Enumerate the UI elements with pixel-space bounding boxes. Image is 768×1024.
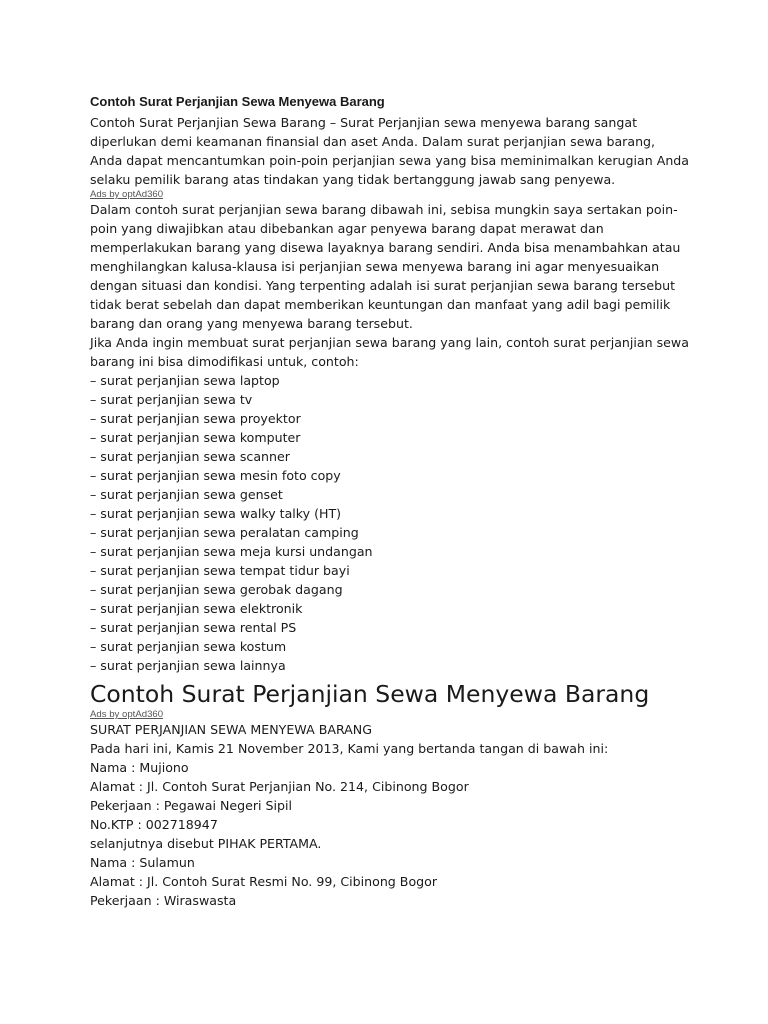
letter-opening: Pada hari ini, Kamis 21 November 2013, Kami yang bertanda tangan di bawah ini: xyxy=(90,741,609,756)
party1-name: Nama : Mujiono xyxy=(90,760,189,775)
list-item: – surat perjanjian sewa scanner xyxy=(90,449,290,464)
list-item: – surat perjanjian sewa lainnya xyxy=(90,658,286,673)
list-item: – surat perjanjian sewa tv xyxy=(90,392,253,407)
body-paragraph: Dalam contoh surat perjanjian sewa barang dibawah ini, sebisa mungkin saya sertakan poin-poin yang diwajibkan atau dibebankan agar penyewa barang dapat merawat dan memperlakukan barang yang disewa layaknya barang sendiri. Anda bisa menambahkan atau menghilangkan kalusa-klausa isi perjanjian sewa menyewa barang ini agar menyesuaikan dengan situasi dan kondisi. Yang terpenting adalah isi surat perjanjian sewa barang tersebut tidak berat sebelah dan dapat memberikan keuntungan dan manfaat yang adil bagi pemilik barang dan orang yang menyewa barang tersebut. xyxy=(90,202,681,331)
ads-label[interactable]: Ads by optAd360 xyxy=(90,709,164,720)
intro-paragraph: Contoh Surat Perjanjian Sewa Barang – Surat Perjanjian sewa menyewa barang sangat diperlukan demi keamanan finansial dan aset Anda. Dalam surat perjanjian sewa barang, Anda dapat mencantumkan poin-poin perjanjian sewa yang bisa meminimalkan kerugian Anda selaku pemilik barang atas tindakan yang tidak bertanggung jawab sang penyewa. xyxy=(90,115,690,187)
section-title: Contoh Surat Perjanjian Sewa Menyewa Barang xyxy=(90,680,650,708)
party2-job: Pekerjaan : Wiraswasta xyxy=(90,893,237,908)
list-item: – surat perjanjian sewa laptop xyxy=(90,373,280,388)
rental-types-list xyxy=(90,371,690,675)
list-intro: Jika Anda ingin membuat surat perjanjian sewa barang yang lain, contoh surat perjanjian sewa barang ini bisa dimodifikasi untuk, contoh: xyxy=(90,335,689,369)
list-item: – surat perjanjian sewa proyektor xyxy=(90,411,301,426)
list-item: – surat perjanjian sewa kostum xyxy=(90,639,287,654)
party1-job: Pekerjaan : Pegawai Negeri Sipil xyxy=(90,798,293,813)
party1-label: selanjutnya disebut PIHAK PERTAMA. xyxy=(90,836,322,851)
list-item: – surat perjanjian sewa peralatan camping xyxy=(90,525,359,540)
list-item: – surat perjanjian sewa genset xyxy=(90,487,283,502)
list-item: – surat perjanjian sewa mesin foto copy xyxy=(90,468,341,483)
letter-heading: SURAT PERJANJIAN SEWA MENYEWA BARANG xyxy=(90,722,372,737)
list-item: – surat perjanjian sewa gerobak dagang xyxy=(90,582,343,597)
party2-name: Nama : Sulamun xyxy=(90,855,195,870)
document-title: Contoh Surat Perjanjian Sewa Menyewa Barang xyxy=(90,94,385,109)
document-page xyxy=(90,92,690,910)
party1-address: Alamat : Jl. Contoh Surat Perjanjian No. 214, Cibinong Bogor xyxy=(90,779,469,794)
list-item: – surat perjanjian sewa meja kursi undangan xyxy=(90,544,373,559)
list-item: – surat perjanjian sewa walky talky (HT) xyxy=(90,506,342,521)
party1-ktp: No.KTP : 002718947 xyxy=(90,817,218,832)
list-item: – surat perjanjian sewa komputer xyxy=(90,430,301,445)
party2-address: Alamat : Jl. Contoh Surat Resmi No. 99, Cibinong Bogor xyxy=(90,874,438,889)
ads-label[interactable]: Ads by optAd360 xyxy=(90,189,164,200)
list-item: – surat perjanjian sewa tempat tidur bayi xyxy=(90,563,350,578)
list-item: – surat perjanjian sewa elektronik xyxy=(90,601,303,616)
list-item: – surat perjanjian sewa rental PS xyxy=(90,620,297,635)
